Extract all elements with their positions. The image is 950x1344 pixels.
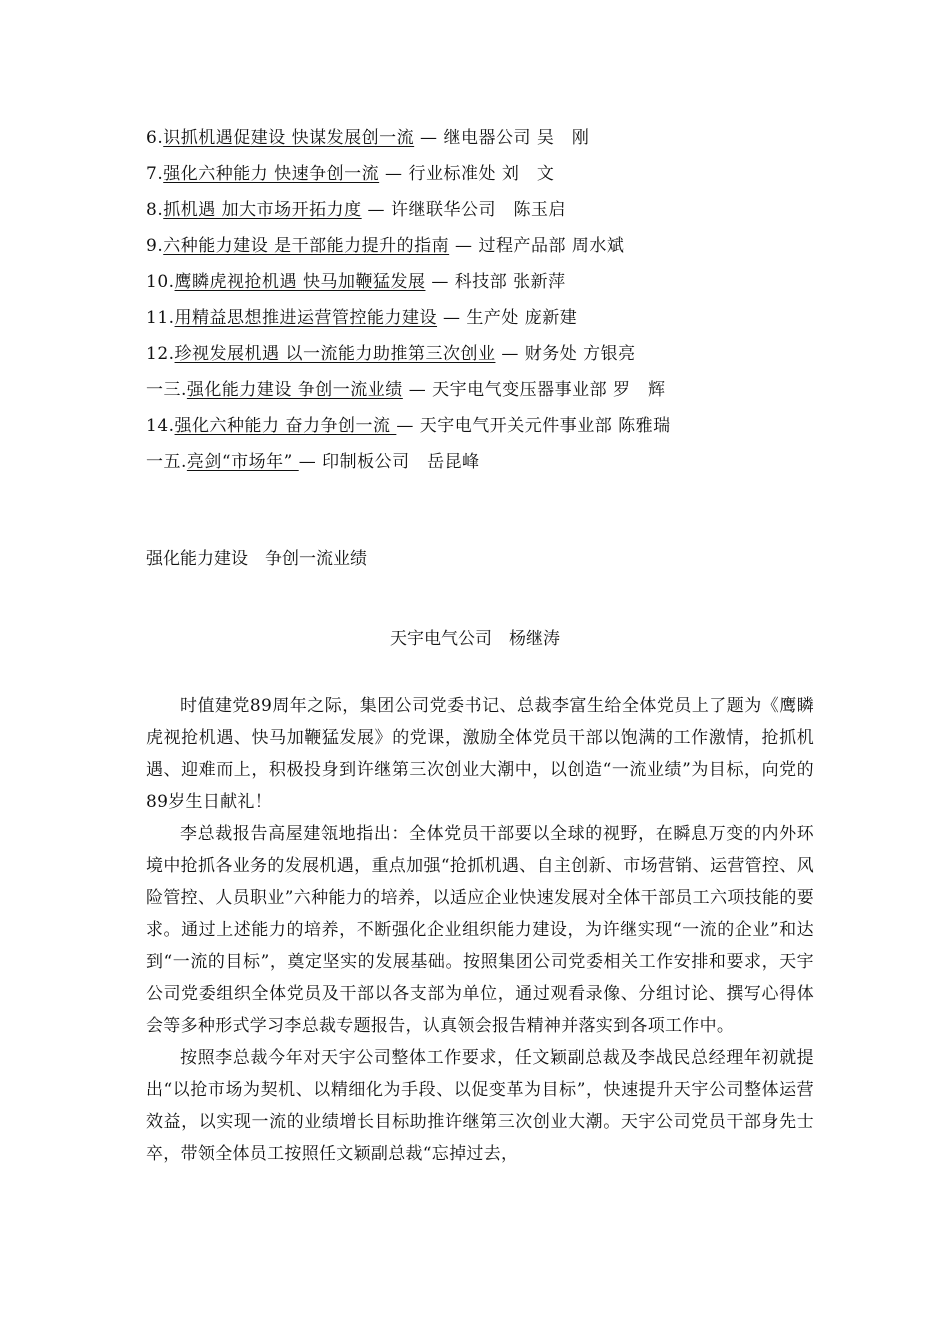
list-item[interactable] [146,304,866,340]
article-list [146,124,866,484]
item-title-link[interactable]: 鹰瞵虎视抢机遇 快马加鞭猛发展 [174,272,426,292]
item-title-link[interactable]: 强化能力建设 争创一流业绩 [186,380,403,400]
item-author: — 天宇电气开关元件事业部 陈雅瑞 [396,416,671,436]
item-author: — 过程产品部 周水斌 [449,236,625,256]
item-author: — 生产处 庞新建 [437,308,578,328]
item-author: — 财务处 方银亮 [495,344,636,364]
article-title: 强化能力建设 争创一流业绩 [146,549,367,569]
item-number: 一三. [146,380,187,400]
item-author: — 印制板公司 岳昆峰 [298,452,480,472]
item-number: 9. [146,236,164,256]
list-item[interactable] [146,340,866,376]
item-author: — 行业标准处 刘 文 [379,164,555,184]
list-item[interactable] [146,160,866,196]
list-item[interactable] [146,196,866,232]
item-number: 14. [146,416,175,436]
list-item[interactable] [146,268,866,304]
item-number: 11. [146,308,175,328]
item-title-link[interactable]: 六种能力建设 是干部能力提升的指南 [163,236,450,256]
item-author: — 天宇电气变压器事业部 罗 辉 [402,380,666,400]
list-item[interactable] [146,232,866,268]
list-item[interactable] [146,376,866,412]
item-title-link[interactable]: 抓机遇 加大市场开拓力度 [163,200,362,220]
paragraph: 按照李总裁今年对天宇公司整体工作要求，任文颖副总裁及李战民总经理年初就提出“以抢市场为契机、以精细化为手段、以促变革为目标”，快速提升天宇公司整体运营效益，以实现一流的业绩增长目标助推许继第三次创业大潮。天宇公司党员干部身先士卒，带领全体员工按照任文颖副总裁“忘掉过去， [146,1048,814,1164]
list-item[interactable] [146,448,866,484]
list-item[interactable] [146,124,866,160]
item-author: — 许继联华公司 陈玉启 [361,200,566,220]
article-byline: 天宇电气公司 杨继涛 [390,629,560,649]
list-item[interactable] [146,412,866,448]
item-number: 6. [146,128,164,148]
item-title-link[interactable]: 用精益思想推进运营管控能力建设 [174,308,438,328]
item-number: 7. [146,164,164,184]
item-title-link[interactable]: 珍视发展机遇 以一流能力助推第三次创业 [174,344,496,364]
item-author: — 继电器公司 吴 刚 [414,128,590,148]
item-number: 10. [146,272,175,292]
item-title-link[interactable]: 亮剑“市场年” [186,452,299,472]
paragraph: 时值建党89周年之际，集团公司党委书记、总裁李富生给全体党员上了题为《鹰瞵虎视抢机遇、快马加鞭猛发展》的党课，激励全体党员干部以饱满的工作激情，抢抓机遇、迎难而上，积极投身到许继第三次创业大潮中，以创造“一流业绩”为目标，向党的89岁生日献礼！ [146,696,814,812]
item-number: 一五. [146,452,187,472]
item-author: — 科技部 张新萍 [425,272,566,292]
paragraph: 李总裁报告高屋建瓴地指出：全体党员干部要以全球的视野，在瞬息万变的内外环境中抢抓各业务的发展机遇，重点加强“抢抓机遇、自主创新、市场营销、运营管控、风险管控、人员职业”六种能力的培养，以适应企业快速发展对全体干部员工六项技能的要求。通过上述能力的培养，不断强化企业组织能力建设，为许继实现“一流的企业”和达到“一流的目标”，奠定坚实的发展基础。按照集团公司党委相关工作安排和要求，天宇公司党委组织全体党员及干部以各支部为单位，通过观看录像、分组讨论、撰写心得体会等多种形式学习李总裁专题报告，认真领会报告精神并落实到各项工作中。 [146,824,814,1036]
item-number: 8. [146,200,164,220]
item-title-link[interactable]: 强化六种能力 快速争创一流 [163,164,380,184]
article-body [146,690,814,1170]
item-title-link[interactable]: 识抓机遇促建设 快谋发展创一流 [163,128,415,148]
item-title-link[interactable]: 强化六种能力 奋力争创一流 [174,416,397,436]
item-number: 12. [146,344,175,364]
